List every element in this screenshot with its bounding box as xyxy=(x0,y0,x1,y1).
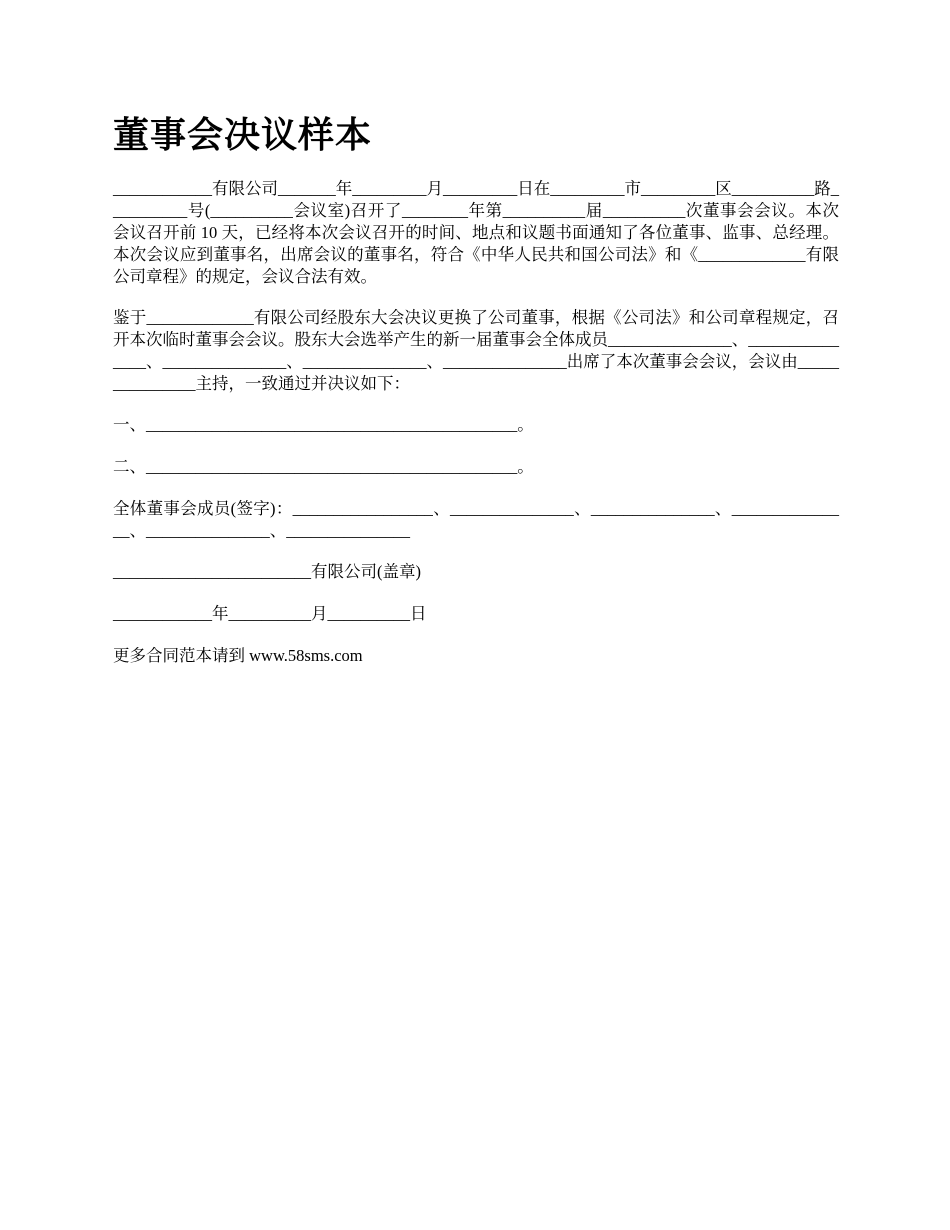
resolution-item-1: 一、_____________________________________________。 xyxy=(113,415,534,434)
resolution-item-2: 二、_____________________________________________。 xyxy=(113,457,534,476)
signature-line: 全体董事会成员(签字)：_________________、_______________、_______________、_______________、_______________、_______________ xyxy=(113,499,839,540)
date-line: ____________年__________月__________日 xyxy=(113,604,427,623)
company-seal-line: ________________________有限公司(盖章) xyxy=(113,562,421,581)
board-members-paragraph: 鉴于_____________有限公司经股东大会决议更换了公司董事，根据《公司法》和公司章程规定，召开本次临时董事会会议。股东大会选举产生的新一届董事会全体成员_______________、_______________、_______________、_______________、_______________出席了本次董事会会议，会议由_______________主持，一致通过并决议如下： xyxy=(113,308,839,393)
document-page xyxy=(113,112,839,687)
document-title: 董事会决议样本 xyxy=(113,115,373,156)
meeting-intro-paragraph: ____________有限公司_______年_________月_________日在_________市_________区__________路__________号(__________会议室)召开了________年第__________届__________次董事会会议。本次会议召开前 10 天，已经将本次会议召开的时间、地点和议题书面通知了各位董事、监事、总经理。本次会议应到董事名，出席会议的董事名，符合《中华人民共和国公司法》和《_____________有限公司章程》的规定，会议合法有效。 xyxy=(113,179,839,286)
footer-note: 更多合同范本请到 www.58sms.com xyxy=(113,646,363,665)
